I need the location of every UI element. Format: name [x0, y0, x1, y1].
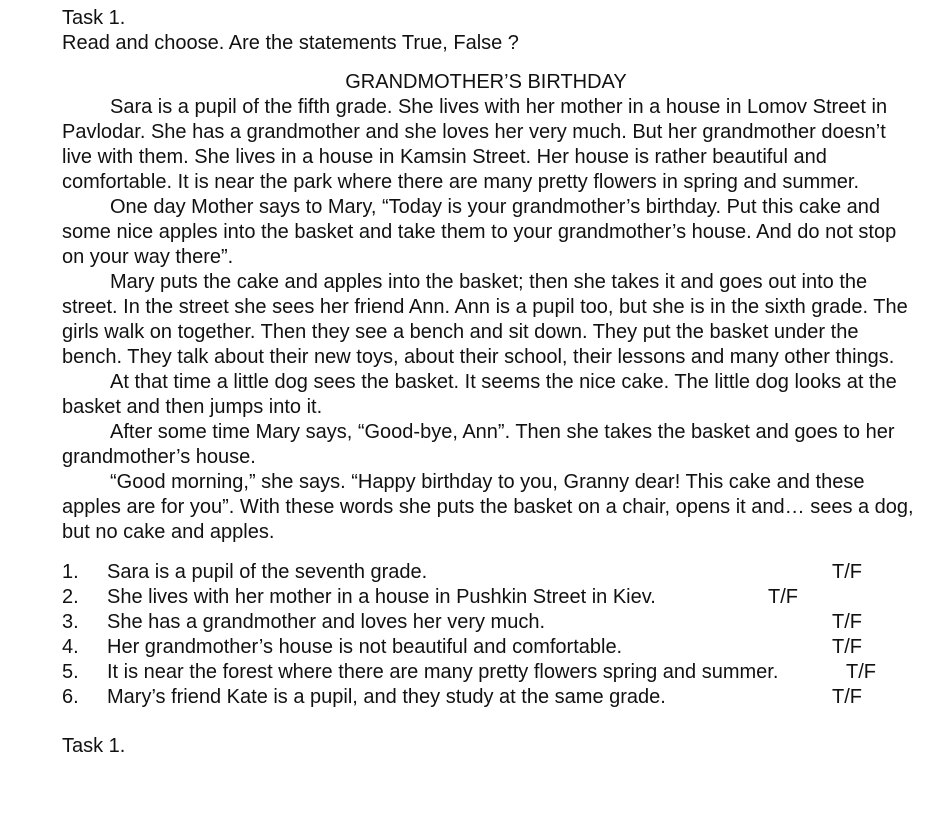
statement-number: 6.: [62, 686, 79, 708]
statement-number: 3.: [62, 611, 79, 633]
story-paragraph: After some time Mary says, “Good-bye, Ann”. Then she takes the basket and goes to her grandmother’s house.: [62, 421, 895, 468]
story-paragraph: Sara is a pupil of the fifth grade. She lives with her mother in a house in Lomov Street in Pavlodar. She has a grandmother and she loves her very much. But her grandmother doesn’t live with them. She lives in a house in Kamsin Street. Her house is rather beautiful and comfortable. It is near the park where there are many pretty flowers in spring and summer.: [62, 96, 888, 193]
true-false-marker: T/F: [768, 586, 798, 608]
statement-number: 1.: [62, 561, 79, 583]
statement-item: [62, 560, 914, 585]
next-task-label: Task 1.: [62, 735, 126, 757]
story-paragraph: “Good morning,” she says. “Happy birthday to you, Granny dear! This cake and these apples are for you”. With these words she puts the basket on a chair, opens it and… sees a dog, but no cake and apples.: [62, 471, 914, 543]
statement-item: [62, 610, 914, 635]
statement-item: [62, 585, 914, 610]
statement-text: It is near the forest where there are many pretty flowers spring and summer.: [107, 661, 779, 683]
true-false-marker: T/F: [846, 661, 876, 683]
task-label: Task 1.: [62, 7, 126, 29]
statement-item: [62, 685, 914, 710]
statement-text: Mary’s friend Kate is a pupil, and they study at the same grade.: [107, 686, 666, 708]
statement-list: [62, 560, 914, 710]
story-paragraph: At that time a little dog sees the basket. It seems the nice cake. The little dog looks at the basket and then jumps into it.: [62, 371, 897, 418]
story-title: GRANDMOTHER’S BIRTHDAY: [345, 71, 627, 93]
true-false-marker: T/F: [832, 611, 862, 633]
true-false-marker: T/F: [832, 561, 862, 583]
statement-text: Her grandmother’s house is not beautiful and comfortable.: [107, 636, 623, 658]
task-instruction: Read and choose. Are the statements True, False ?: [62, 32, 519, 54]
story-paragraph: Mary puts the cake and apples into the basket; then she takes it and goes out into the street. In the street she sees her friend Ann. Ann is a pupil too, but she is in the sixth grade. The girls walk on together. Then they see a bench and sit down. They put the basket under the bench. They talk about their new toys, about their school, their lessons and many other things.: [62, 271, 908, 368]
story-text: [62, 95, 914, 545]
statement-number: 2.: [62, 586, 79, 608]
statement-item: [62, 635, 914, 660]
statement-number: 5.: [62, 661, 79, 683]
statement-number: 4.: [62, 636, 79, 658]
statement-text: She has a grandmother and loves her very much.: [107, 611, 546, 633]
story-paragraph: One day Mother says to Mary, “Today is your grandmother’s birthday. Put this cake and some nice apples into the basket and take them to your grandmother’s house. And do not stop on your way there”.: [62, 196, 897, 268]
true-false-marker: T/F: [832, 636, 862, 658]
statement-text: Sara is a pupil of the seventh grade.: [107, 561, 428, 583]
worksheet: [62, 6, 914, 759]
true-false-marker: T/F: [832, 686, 862, 708]
statement-text: She lives with her mother in a house in Pushkin Street in Kiev.: [107, 586, 656, 608]
statement-item: [62, 660, 914, 685]
